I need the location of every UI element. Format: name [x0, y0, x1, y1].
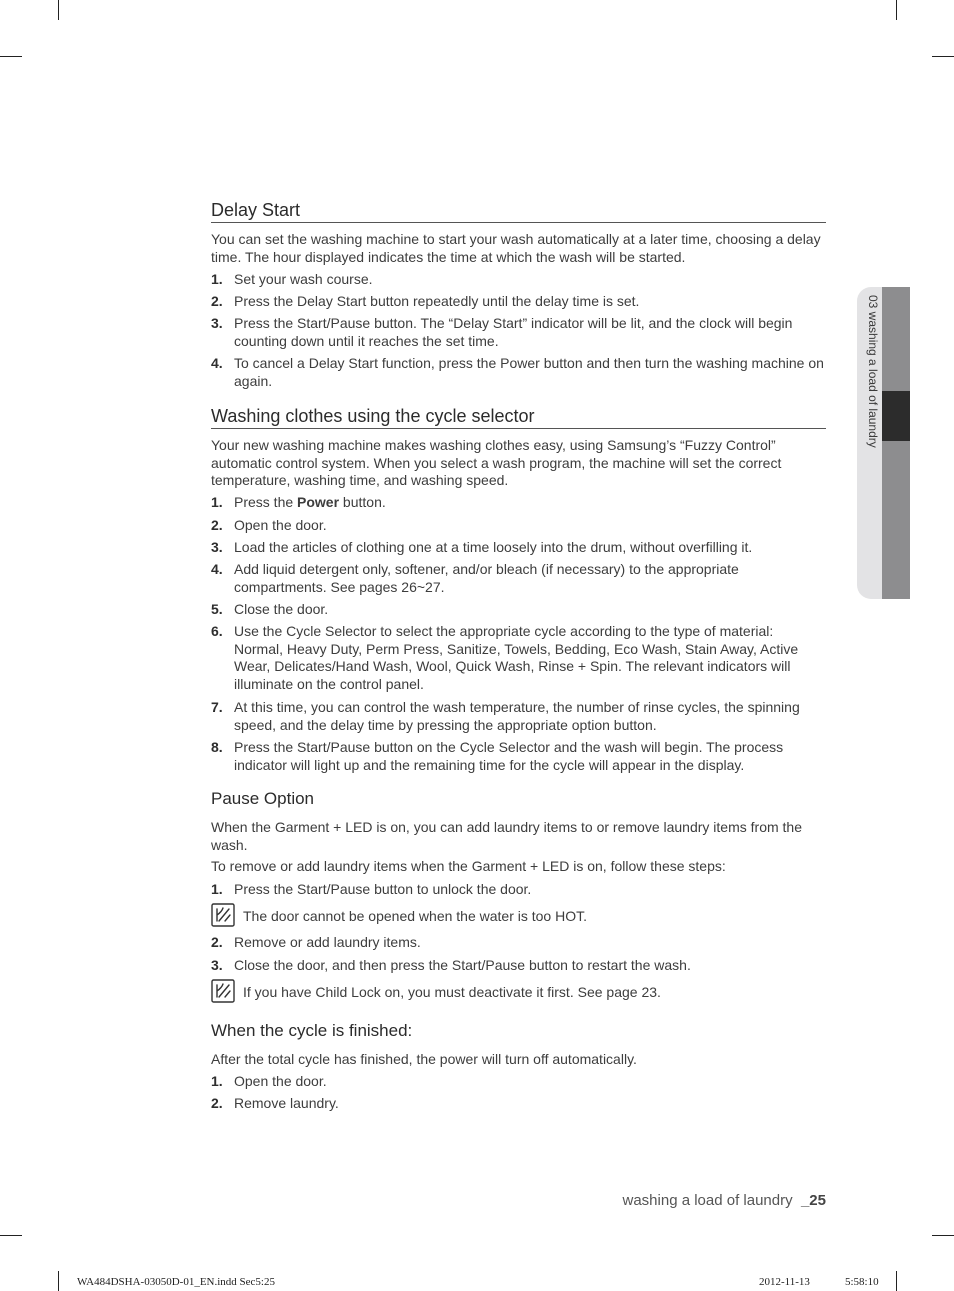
note — [211, 908, 826, 926]
step-text: Load the articles of clothing one at a time loosely into the drum, without overfilling it. — [234, 539, 753, 555]
step-number: 1. — [211, 271, 223, 287]
list-item — [211, 1095, 826, 1113]
side-tab-strip — [882, 287, 910, 599]
step-number: 3. — [211, 315, 223, 331]
footer-section-label: washing a load of laundry — [622, 1192, 793, 1209]
step-number: 2. — [211, 1095, 223, 1111]
list-item — [211, 934, 826, 952]
delay-start-heading: Delay Start — [211, 200, 826, 223]
list-item — [211, 881, 826, 899]
crop-mark — [896, 1271, 897, 1291]
pause-option-heading: Pause Option — [211, 789, 315, 808]
step-number: 3. — [211, 539, 223, 555]
list-item — [211, 623, 826, 693]
note-text: The door cannot be opened when the water is too HOT. — [243, 908, 587, 924]
print-slug-time: 5:58:10 — [845, 1276, 879, 1288]
side-tab-marker — [882, 391, 910, 441]
list-item — [211, 739, 826, 774]
list-item — [211, 271, 826, 289]
page-number: _25 — [800, 1192, 826, 1209]
power-button-label: Power — [297, 494, 340, 510]
step-text: Press the Start/Pause button to unlock the door. — [234, 881, 532, 897]
step-text: Press the Start/Pause button. The “Delay Start” indicator will be lit, and the clock will begin counting down until it reaches the set time. — [234, 315, 793, 349]
step-text: Press the Delay Start button repeatedly until the delay time is set. — [234, 293, 640, 309]
note — [211, 984, 826, 1002]
cycle-finished-heading: When the cycle is finished: — [211, 1021, 413, 1040]
crop-mark — [932, 1235, 954, 1236]
print-slug-file: WA484DSHA-03050D-01_EN.indd Sec5:25 — [77, 1276, 275, 1288]
step-text: Use the Cycle Selector to select the appropriate cycle according to the type of material: Normal, Heavy Duty, Perm Press, Sanitize, Towels, Bedding, Eco Wash, Stain Away, Active Wear, Delicates/Hand Wash, Wool, Quick Wash, Rinse + Spin. The relevant indicators will illuminate on the control panel. — [234, 623, 799, 692]
side-tab-label: 03 washing a load of laundry — [866, 295, 880, 448]
print-slug-date: 2012-11-13 — [759, 1276, 810, 1288]
crop-mark — [0, 56, 22, 57]
step-text: Open the door. — [234, 517, 327, 533]
list-item — [211, 539, 826, 557]
note-text: If you have Child Lock on, you must deactivate it first. See page 23. — [243, 984, 661, 1000]
page-footer — [623, 1192, 827, 1209]
step-text: Open the door. — [234, 1073, 327, 1089]
list-item — [211, 315, 826, 350]
list-item — [211, 957, 826, 975]
pause-option-para: To remove or add laundry items when the Garment + LED is on, follow these steps: — [211, 858, 726, 874]
step-number: 1. — [211, 494, 223, 510]
pause-option-para: When the Garment + LED is on, you can add laundry items to or remove laundry items from the wash. — [211, 819, 802, 853]
crop-mark — [0, 1235, 22, 1236]
step-text: Remove laundry. — [234, 1095, 339, 1111]
cycle-finished-intro: After the total cycle has finished, the power will turn off automatically. — [211, 1051, 637, 1067]
step-text: To cancel a Delay Start function, press the Power button and then turn the washing machine on again. — [234, 355, 824, 389]
list-item — [211, 601, 826, 619]
cycle-selector-intro: Your new washing machine makes washing clothes easy, using Samsung’s “Fuzzy Control” automatic control system. When you select a wash program, the machine will set the correct temperature, washing time, and washing speed. — [211, 437, 782, 488]
step-number: 2. — [211, 517, 223, 533]
list-item — [211, 561, 826, 596]
step-text: Close the door, and then press the Start/Pause button to restart the wash. — [234, 957, 691, 973]
crop-mark — [932, 56, 954, 57]
step-number: 8. — [211, 739, 223, 755]
step-text-suffix: button. — [339, 494, 386, 510]
step-text-prefix: Press the — [234, 494, 298, 510]
note-icon — [211, 903, 235, 927]
crop-mark — [58, 1271, 59, 1291]
step-number: 6. — [211, 623, 223, 639]
step-number: 1. — [211, 1073, 223, 1089]
step-number: 2. — [211, 934, 223, 950]
step-number: 7. — [211, 699, 223, 715]
step-text: Add liquid detergent only, softener, and/or bleach (if necessary) to the appropriate compartments. See pages 26~27. — [234, 561, 739, 595]
step-number: 3. — [211, 957, 223, 973]
step-number: 4. — [211, 561, 223, 577]
step-text: Press the Start/Pause button on the Cycle Selector and the wash will begin. The process indicator will light up and the remaining time for the cycle will appear in the display. — [234, 739, 784, 773]
list-item — [211, 1073, 826, 1091]
list-item — [211, 293, 826, 311]
delay-start-intro: You can set the washing machine to start your wash automatically at a later time, choosing a delay time. The hour displayed indicates the time at which the wash will be started. — [211, 231, 821, 265]
cycle-selector-heading: Washing clothes using the cycle selector — [211, 406, 826, 429]
crop-mark — [58, 0, 59, 20]
step-number: 5. — [211, 601, 223, 617]
note-icon — [211, 979, 235, 1003]
step-number: 4. — [211, 355, 223, 371]
step-number: 2. — [211, 293, 223, 309]
step-text: Set your wash course. — [234, 271, 373, 287]
step-text — [234, 494, 826, 512]
list-item — [211, 517, 826, 535]
list-item — [211, 699, 826, 734]
list-item — [211, 355, 826, 390]
step-text: At this time, you can control the wash temperature, the number of rinse cycles, the spinning speed, and the delay time by pressing the appropriate option button. — [234, 699, 800, 733]
crop-mark — [896, 0, 897, 20]
step-text: Remove or add laundry items. — [234, 934, 421, 950]
step-text: Close the door. — [234, 601, 329, 617]
list-item — [211, 494, 826, 512]
step-number: 1. — [211, 881, 223, 897]
